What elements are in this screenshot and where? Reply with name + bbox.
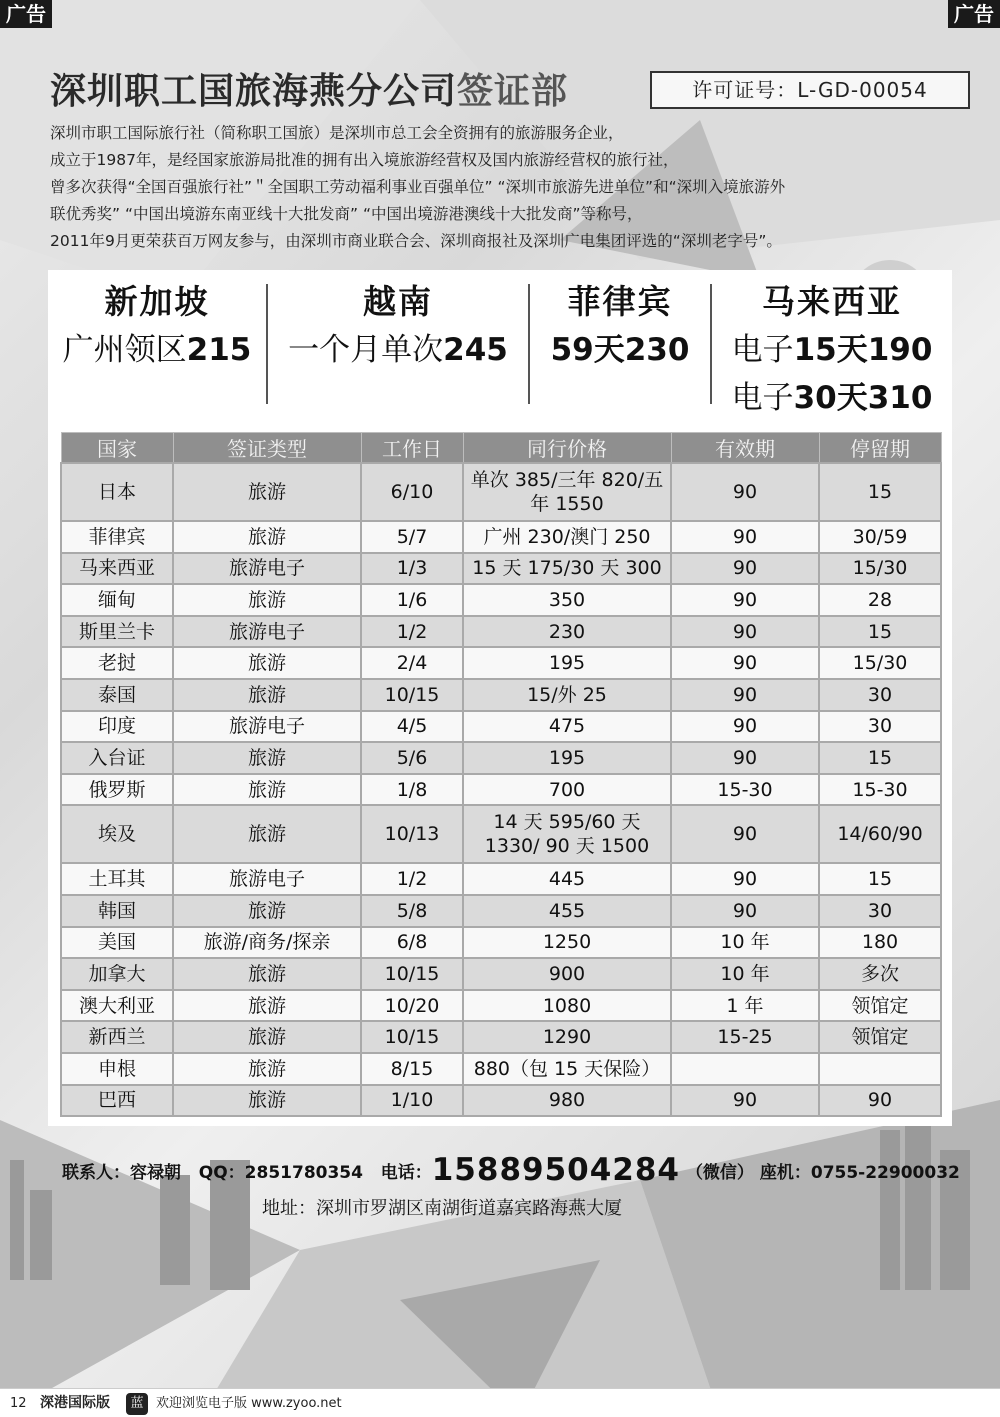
working-days-cell: 1/3 [361,553,463,585]
price-cell: 1250 [463,927,671,959]
column-header: 同行价格 [463,433,671,464]
visa-type-cell: 旅游 [173,895,361,927]
highlight-price: 一个月单次245 [288,332,508,368]
stay-cell: 15/30 [819,647,941,679]
validity-cell: 90 [671,584,819,616]
table-body [61,463,941,1116]
price-cell: 195 [463,647,671,679]
page-number: 12 [10,1396,27,1411]
price-cell: 700 [463,774,671,806]
title-accent: 签证部 [457,71,569,112]
visa-type-cell: 旅游 [173,463,361,521]
country-cell: 泰国 [61,679,173,711]
stay-cell: 180 [819,927,941,959]
stay-cell: 30 [819,895,941,927]
validity-cell: 90 [671,805,819,863]
stay-cell: 30 [819,711,941,743]
country-cell: 老挝 [61,647,173,679]
validity-cell: 90 [671,679,819,711]
visa-type-cell: 旅游 [173,1021,361,1053]
validity-cell: 90 [671,553,819,585]
contact-person-label: 联系人： [62,1163,130,1183]
validity-cell: 15-30 [671,774,819,806]
working-days-cell: 10/13 [361,805,463,863]
visa-type-cell: 旅游 [173,1053,361,1085]
table-row [61,463,941,521]
working-days-cell: 5/6 [361,742,463,774]
validity-cell: 90 [671,463,819,521]
stay-cell [819,1053,941,1085]
validity-cell: 90 [671,863,819,895]
price-cell: 15/外 25 [463,679,671,711]
validity-cell: 90 [671,647,819,679]
price-cell: 475 [463,711,671,743]
working-days-cell: 10/15 [361,679,463,711]
stay-cell: 30 [819,679,941,711]
qq-label: QQ： [198,1163,245,1183]
intro-line: 深圳市职工国际旅行社（简称职工国旅）是深圳市总工会全资拥有的旅游服务企业， [50,124,624,142]
visa-type-cell: 旅游 [173,584,361,616]
validity-cell: 90 [671,616,819,648]
intro-line: 曾多次获得“全国百强旅行社”＂全国职工劳动福利事业百强单位” “深圳市旅游先进单位”和“深圳入境旅游外 [50,178,786,196]
price-cell: 445 [463,863,671,895]
table-row [61,711,941,743]
price-cell: 1290 [463,1021,671,1053]
working-days-cell: 10/15 [361,1021,463,1053]
highlight-malaysia [712,278,952,428]
publication-name: 深港国际版 [40,1395,110,1411]
column-header: 有效期 [671,433,819,464]
ad-tag-left: 广告 [0,0,52,28]
visa-type-cell: 旅游/商务/探亲 [173,927,361,959]
stay-cell: 90 [819,1085,941,1117]
table-row [61,553,941,585]
contact-person: 容禄朝 [130,1163,181,1183]
visa-type-cell: 旅游 [173,742,361,774]
stay-cell: 15-30 [819,774,941,806]
table-row [61,927,941,959]
stay-cell: 15 [819,463,941,521]
highlight-country: 马来西亚 [762,282,902,321]
publication-logo-icon: 蓝 [126,1393,148,1415]
country-cell: 菲律宾 [61,521,173,553]
table-row [61,742,941,774]
validity-cell: 15-25 [671,1021,819,1053]
highlight-prices [48,278,952,428]
stay-cell: 领馆定 [819,990,941,1022]
country-cell: 缅甸 [61,584,173,616]
stay-cell: 领馆定 [819,1021,941,1053]
working-days-cell: 1/6 [361,584,463,616]
country-cell: 日本 [61,463,173,521]
phone-label: 电话： [380,1163,432,1183]
country-cell: 土耳其 [61,863,173,895]
stay-cell: 15 [819,616,941,648]
table-row [61,679,941,711]
visa-type-cell: 旅游 [173,1085,361,1117]
visa-type-cell: 旅游 [173,990,361,1022]
working-days-cell: 6/10 [361,463,463,521]
table-row [61,584,941,616]
highlight-price: 广州领区215 [62,332,252,368]
price-cell: 单次 385/三年 820/五年 1550 [463,463,671,521]
working-days-cell: 2/4 [361,647,463,679]
highlight-vietnam [268,278,528,428]
visa-type-cell: 旅游电子 [173,616,361,648]
country-cell: 印度 [61,711,173,743]
working-days-cell: 5/7 [361,521,463,553]
country-cell: 美国 [61,927,173,959]
working-days-cell: 8/15 [361,1053,463,1085]
validity-cell: 90 [671,1085,819,1117]
price-cell: 350 [463,584,671,616]
working-days-cell: 6/8 [361,927,463,959]
intro-line: 联优秀奖” “中国出境游东南亚线十大批发商” “中国出境游港澳线十大批发商”等称号， [50,205,643,223]
page-title [50,68,568,116]
table-row [61,1053,941,1085]
table-row [61,805,941,863]
highlight-price: 电子15天190 [731,332,933,368]
country-cell: 韩国 [61,895,173,927]
stay-cell: 15/30 [819,553,941,585]
visa-type-cell: 旅游电子 [173,711,361,743]
price-cell: 980 [463,1085,671,1117]
price-cell: 455 [463,895,671,927]
price-cell: 230 [463,616,671,648]
intro-line: 成立于1987年，是经国家旅游局批准的拥有出入境旅游经营权及国内旅游经营权的旅行社， [50,151,679,169]
stay-cell: 14/60/90 [819,805,941,863]
highlight-price: 59天230 [550,332,690,368]
country-cell: 加拿大 [61,958,173,990]
visa-type-cell: 旅游 [173,679,361,711]
country-cell: 埃及 [61,805,173,863]
highlight-price: 电子30天310 [731,380,933,416]
ad-tag-right: 广告 [948,0,1000,28]
country-cell: 巴西 [61,1085,173,1117]
visa-type-cell: 旅游电子 [173,553,361,585]
landline-label: 座机： [759,1163,811,1183]
highlight-philippines [530,278,710,428]
validity-cell: 1 年 [671,990,819,1022]
country-cell: 俄罗斯 [61,774,173,806]
page-footer [0,1388,1000,1417]
stay-cell: 30/59 [819,521,941,553]
country-cell: 申根 [61,1053,173,1085]
visa-type-cell: 旅游 [173,958,361,990]
validity-cell: 90 [671,521,819,553]
validity-cell: 10 年 [671,958,819,990]
intro-text [50,120,950,255]
highlight-country: 越南 [363,282,433,321]
qq-number: 2851780354 [244,1163,363,1183]
address: 地址：深圳市罗湖区南湖街道嘉宾路海燕大厦 [262,1198,622,1219]
price-cell: 1080 [463,990,671,1022]
highlight-country: 菲律宾 [567,282,673,321]
working-days-cell: 1/8 [361,774,463,806]
country-cell: 马来西亚 [61,553,173,585]
title-main: 深圳职工国旅海燕分公司 [50,71,458,112]
contact-line [62,1150,962,1190]
landline-number: 0755-22900032 [810,1163,960,1183]
working-days-cell: 4/5 [361,711,463,743]
working-days-cell: 10/15 [361,958,463,990]
price-cell: 14 天 595/60 天 1330/ 90 天 1500 [463,805,671,863]
visa-type-cell: 旅游 [173,647,361,679]
working-days-cell: 1/2 [361,616,463,648]
table-row [61,895,941,927]
validity-cell: 90 [671,742,819,774]
footer-note: 欢迎浏览电子版 www.zyoo.net [156,1396,342,1411]
visa-type-cell: 旅游电子 [173,863,361,895]
column-header: 工作日 [361,433,463,464]
column-header: 国家 [61,433,173,464]
table-row [61,521,941,553]
validity-cell [671,1053,819,1085]
wechat-note: （微信） [685,1163,754,1183]
visa-type-cell: 旅游 [173,805,361,863]
working-days-cell: 1/2 [361,863,463,895]
country-cell: 澳大利亚 [61,990,173,1022]
country-cell: 斯里兰卡 [61,616,173,648]
table-row [61,1021,941,1053]
visa-price-table [60,432,942,1117]
validity-cell: 10 年 [671,927,819,959]
country-cell: 新西兰 [61,1021,173,1053]
table-row [61,863,941,895]
validity-cell: 90 [671,711,819,743]
stay-cell: 15 [819,863,941,895]
stay-cell: 28 [819,584,941,616]
price-cell: 广州 230/澳门 250 [463,521,671,553]
table-row [61,616,941,648]
working-days-cell: 5/8 [361,895,463,927]
phone-number: 15889504284 [431,1152,681,1188]
price-cell: 15 天 175/30 天 300 [463,553,671,585]
table-row [61,647,941,679]
column-header: 停留期 [819,433,941,464]
table-row [61,958,941,990]
intro-line: 2011年9月更荣获百万网友参与，由深圳市商业联合会、深圳商报社及深圳广电集团评选的“深圳老字号”。 [50,232,782,250]
visa-type-cell: 旅游 [173,521,361,553]
price-cell: 900 [463,958,671,990]
visa-type-cell: 旅游 [173,774,361,806]
price-cell: 195 [463,742,671,774]
license-box: 许可证号：L-GD-00054 [650,71,970,109]
working-days-cell: 10/20 [361,990,463,1022]
working-days-cell: 1/10 [361,1085,463,1117]
country-cell: 入台证 [61,742,173,774]
table-row [61,774,941,806]
visa-panel [48,270,952,1126]
highlight-country: 新加坡 [104,282,210,321]
highlight-singapore [48,278,266,428]
table-row [61,1085,941,1117]
stay-cell: 多次 [819,958,941,990]
table-row [61,990,941,1022]
price-cell: 880（包 15 天保险） [463,1053,671,1085]
stay-cell: 15 [819,742,941,774]
column-header: 签证类型 [173,433,361,464]
table-header-row [61,433,941,464]
validity-cell: 90 [671,895,819,927]
